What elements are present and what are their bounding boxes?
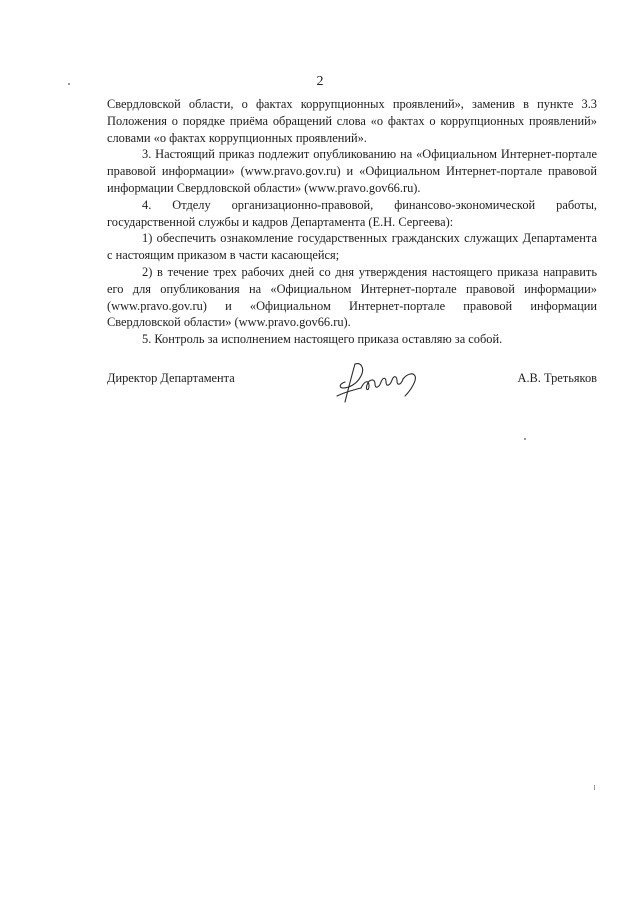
signatory-name: А.В. Третьяков xyxy=(517,371,597,385)
paragraph-subitem-1: 1) обеспечить ознакомление государственных гражданских служащих Департамента с настоящим приказом в части касающейся; xyxy=(107,231,597,263)
paragraph-control: 5. Контроль за исполнением настоящего приказа оставляю за собой. xyxy=(142,332,503,347)
paragraph-department-instruction: 4. Отделу организационно-правовой, финансово-экономической работы, государственной службы и кадров Департамента (Е.Н. Сергеева): xyxy=(107,197,597,229)
scan-speck xyxy=(68,83,70,85)
paragraph-publication: 3. Настоящий приказ подлежит опубликованию на «Официальном Интернет-портале правовой информации» (www.pravo.gov.ru) и «Официальном Интернет-портале правовой информации Свердловской области» (www.pravo.gov66.ru). xyxy=(107,147,597,195)
page-number: 2 xyxy=(316,74,324,89)
scan-speck xyxy=(524,438,526,440)
paragraph-continuation: Свердловской области, о фактах коррупционных проявлений», заменив в пункте 3.3 Положения о порядке приёма обращений слова «о фактах о коррупционных проявлений» словами «о фактах коррупционных проявлений». xyxy=(107,97,597,145)
signatory-title: Директор Департамента xyxy=(107,371,235,385)
paragraph-subitem-2: 2) в течение трех рабочих дней со дня утверждения настоящего приказа направить его для опубликования на «Официальном Интернет-портале правовой информации» (www.pravo.gov.ru) и «Официальном Интернет-портале правовой информации Свердловской области» (www.pravo.gov66.ru). xyxy=(107,264,597,330)
document-body xyxy=(107,96,597,348)
scan-speck xyxy=(594,785,595,790)
handwritten-signature xyxy=(331,358,441,408)
signature-block xyxy=(107,370,597,430)
